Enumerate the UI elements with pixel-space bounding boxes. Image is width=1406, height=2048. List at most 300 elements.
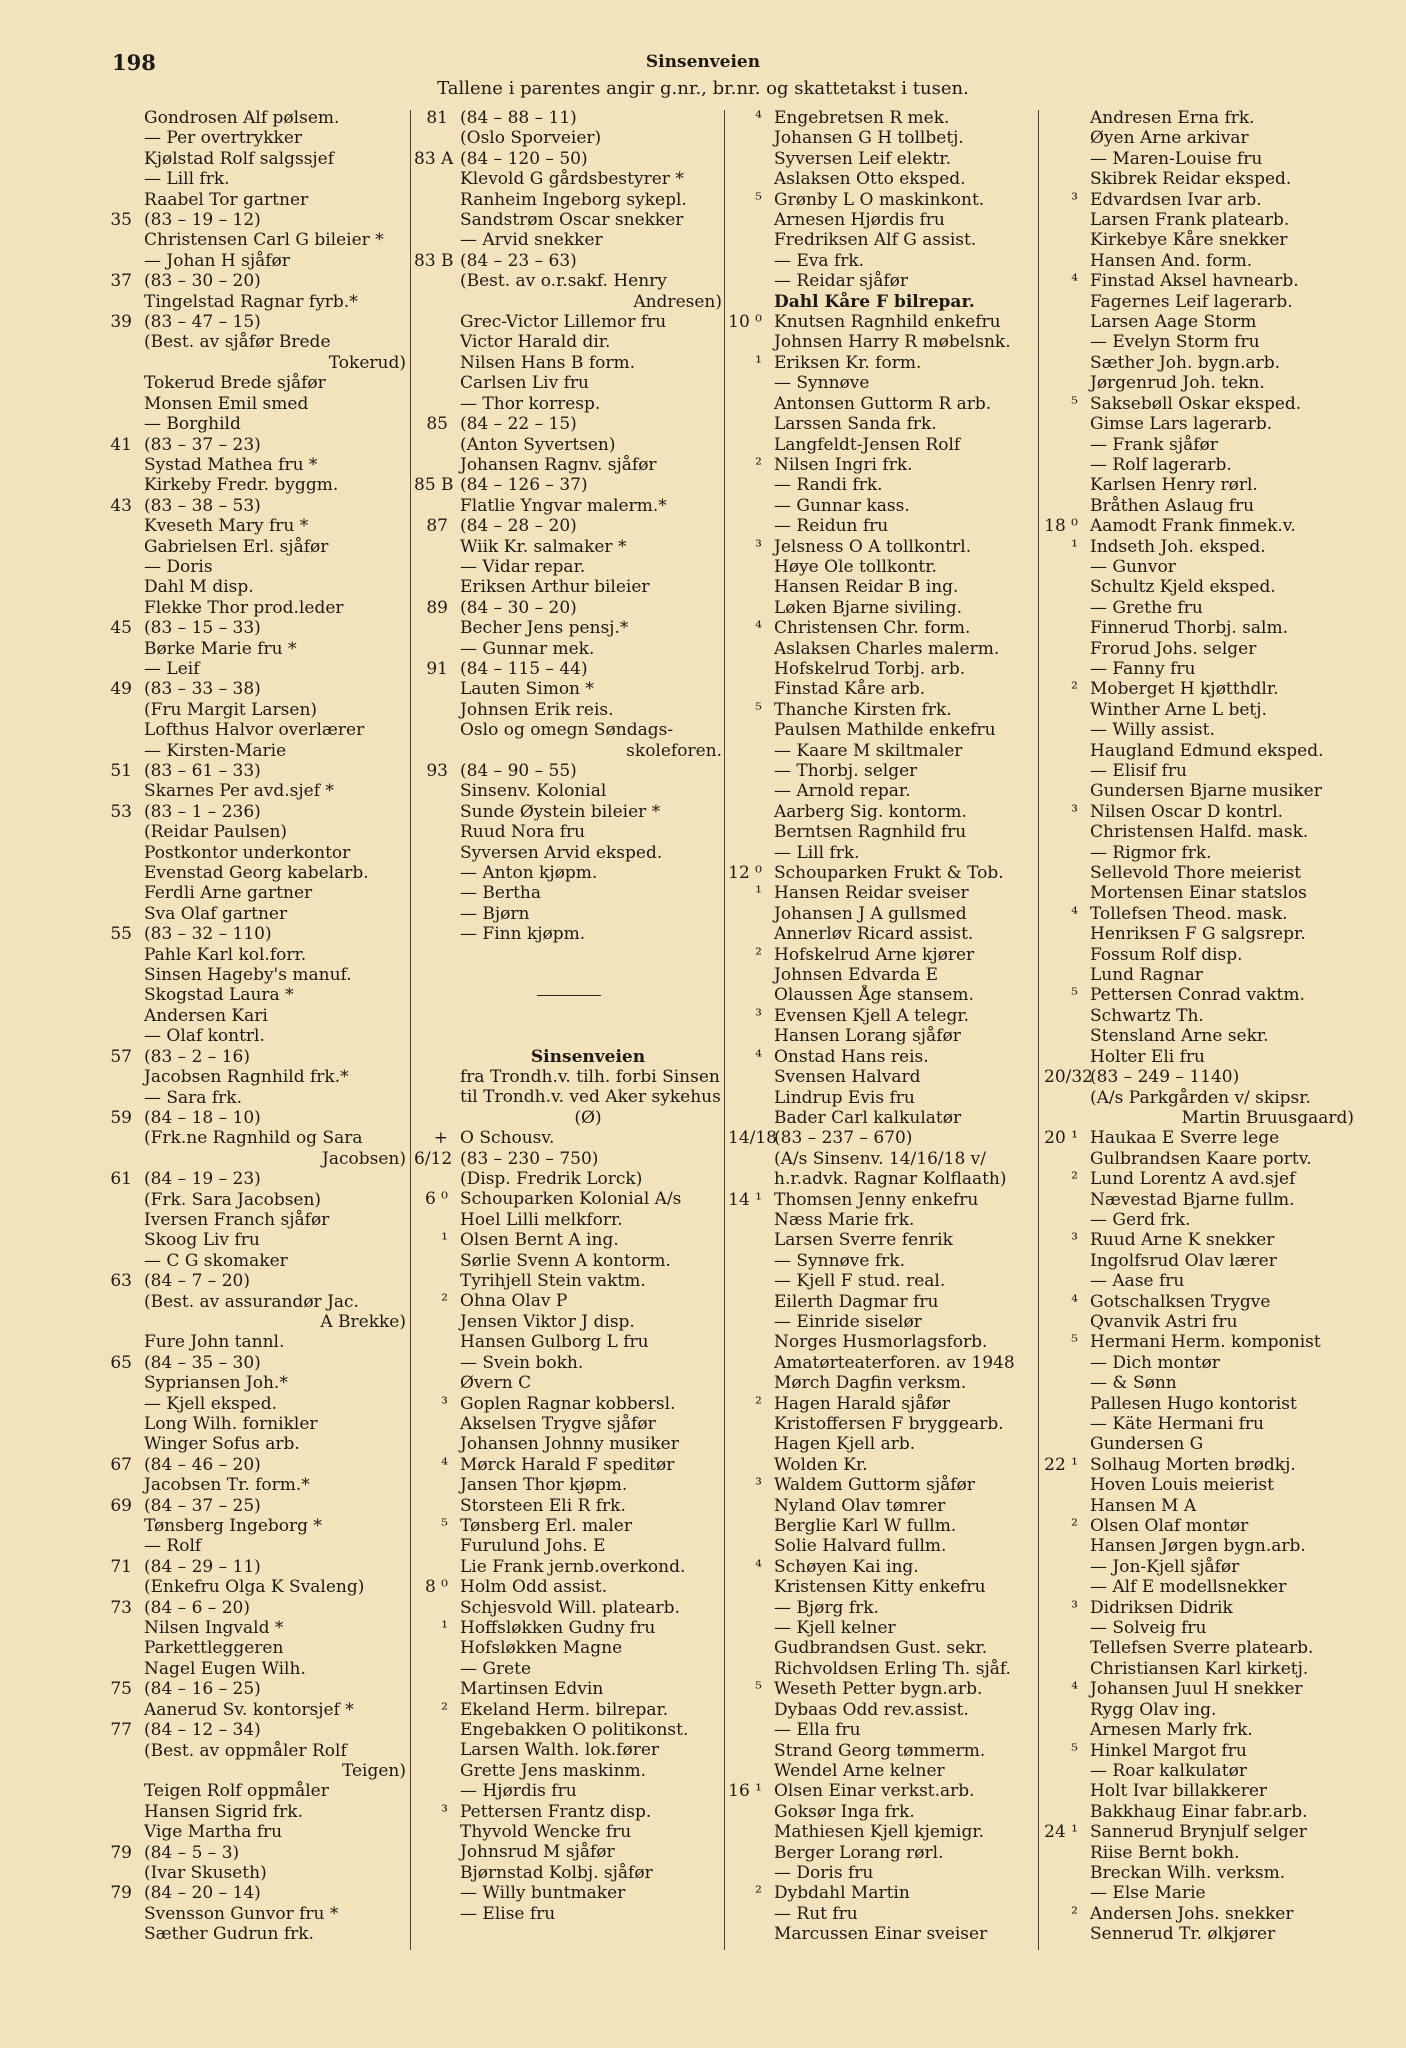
directory-entry xyxy=(414,149,724,169)
entry-text: Skarnes Per avd.sjef * xyxy=(144,781,334,802)
house-number xyxy=(728,1659,766,1679)
directory-entry xyxy=(414,720,724,740)
house-number xyxy=(728,1536,766,1556)
entry-text: Hansen Reidar B ing. xyxy=(774,577,959,598)
house-number xyxy=(414,741,452,761)
house-number xyxy=(1044,455,1082,475)
house-number: 57 xyxy=(110,1046,132,1067)
entry-text: (A/s Sinsenv. 14/16/18 v/ xyxy=(774,1148,987,1169)
entry-text: Christiansen Karl kirketj. xyxy=(1090,1658,1309,1679)
directory-entry xyxy=(414,1047,724,1067)
house-number xyxy=(728,1496,766,1516)
entry-text: Hagen Harald sjåfør xyxy=(774,1393,950,1414)
house-number: ¹ xyxy=(1071,536,1078,557)
entry-text: (83 – 37 – 23) xyxy=(144,434,261,455)
entry-text: (84 – 37 – 25) xyxy=(144,1495,261,1516)
house-number xyxy=(98,883,136,903)
house-number: 18 ⁰ xyxy=(1044,516,1078,537)
directory-entry xyxy=(728,1659,1038,1679)
house-number: 14 ¹ xyxy=(728,1189,762,1210)
directory-entry xyxy=(414,1353,724,1373)
house-number xyxy=(98,1924,136,1944)
entry-text: — C G skomaker xyxy=(144,1250,288,1271)
house-number xyxy=(414,1740,452,1760)
entry-text: Johansen G H tollbetj. xyxy=(774,128,964,149)
directory-entry xyxy=(98,1741,408,1761)
directory-entry xyxy=(414,230,724,250)
house-number xyxy=(414,1312,452,1332)
entry-text: — Kirsten-Marie xyxy=(144,740,287,761)
directory-entry xyxy=(1044,394,1356,414)
house-number xyxy=(1044,1883,1082,1903)
entry-text: (83 – 2 – 16) xyxy=(144,1046,250,1067)
entry-text: Teigen) xyxy=(341,1760,406,1781)
house-number: ² xyxy=(441,1291,448,1312)
house-number xyxy=(728,1802,766,1822)
house-number xyxy=(98,1536,136,1556)
house-number xyxy=(414,353,452,373)
entry-text: Thyvold Wencke fru xyxy=(460,1822,632,1843)
directory-entry xyxy=(728,1516,1038,1536)
house-number xyxy=(1044,414,1082,434)
house-number xyxy=(728,720,766,740)
entry-text: Sinsenv. Kolonial xyxy=(460,781,607,802)
house-number xyxy=(98,781,136,801)
directory-entry xyxy=(414,618,724,638)
entry-text: (83 – 30 – 20) xyxy=(144,271,261,292)
house-number xyxy=(1044,1088,1082,1108)
house-number: 85 B xyxy=(414,475,454,496)
directory-entry xyxy=(414,1638,724,1658)
house-number xyxy=(98,108,136,128)
directory-entry xyxy=(98,108,408,128)
entry-text: — Else Marie xyxy=(1090,1883,1206,1904)
entry-text: Mathiesen Kjell kjemigr. xyxy=(774,1822,985,1843)
directory-entry xyxy=(414,108,724,128)
house-number xyxy=(98,1741,136,1761)
directory-entry xyxy=(414,353,724,373)
house-number xyxy=(414,720,452,740)
directory-entry xyxy=(98,639,408,659)
directory-entry xyxy=(728,1149,1038,1169)
directory-entry xyxy=(98,945,408,965)
directory-entry xyxy=(414,1394,724,1414)
house-number xyxy=(1044,720,1082,740)
house-number: 69 xyxy=(110,1495,132,1516)
directory-entry xyxy=(1044,516,1356,536)
entry-text: Gabrielsen Erl. sjåfør xyxy=(144,536,329,557)
house-number xyxy=(414,822,452,842)
column-divider xyxy=(410,110,411,1950)
house-number xyxy=(728,394,766,414)
directory-entry xyxy=(1044,1475,1356,1495)
entry-text: Skoog Liv fru xyxy=(144,1230,260,1251)
house-number xyxy=(1044,1210,1082,1230)
entry-text: (84 – 7 – 20) xyxy=(144,1271,250,1292)
entry-text: Bader Carl kalkulatør xyxy=(774,1107,962,1128)
directory-entry xyxy=(728,1332,1038,1352)
house-number xyxy=(414,1414,452,1434)
entry-text: Sinsenveien xyxy=(530,1046,646,1067)
directory-entry xyxy=(728,1047,1038,1067)
directory-entry xyxy=(728,577,1038,597)
entry-text: — Gunvor xyxy=(1090,556,1176,577)
entry-text: — Fanny fru xyxy=(1090,658,1196,679)
house-number xyxy=(1044,475,1082,495)
entry-text: Jacobsen Ragnhild frk.* xyxy=(144,1067,349,1088)
house-number xyxy=(1044,1638,1082,1658)
house-number xyxy=(98,475,136,495)
house-number xyxy=(1044,1536,1082,1556)
entry-text: Nilsen Hans B form. xyxy=(460,352,635,373)
directory-entry xyxy=(414,843,724,863)
house-number xyxy=(98,455,136,475)
house-number xyxy=(1044,659,1082,679)
house-number xyxy=(98,1618,136,1638)
entry-text: O Schousv. xyxy=(460,1128,555,1149)
entry-text: Andersen Johs. snekker xyxy=(1090,1903,1294,1924)
house-number: 65 xyxy=(110,1352,132,1373)
entry-text: (Ø) xyxy=(574,1107,602,1128)
house-number xyxy=(728,1108,766,1128)
house-number xyxy=(1044,1190,1082,1210)
entry-text: (Oslo Sporveier) xyxy=(460,128,602,149)
directory-entry xyxy=(728,1190,1038,1210)
directory-entry xyxy=(98,1251,408,1271)
entry-text: Aarberg Sig. kontorm. xyxy=(774,801,967,822)
directory-entry xyxy=(414,1312,724,1332)
entry-text: — Eva frk. xyxy=(774,250,865,271)
directory-entry xyxy=(414,292,724,312)
directory-entry xyxy=(1044,700,1356,720)
house-number xyxy=(728,230,766,250)
house-number: ² xyxy=(755,1393,762,1414)
entry-text: (Best. av o.r.sakf. Henry xyxy=(460,271,667,292)
house-number: ⁵ xyxy=(755,1679,762,1700)
entry-text: Sunde Øystein bileier * xyxy=(460,801,661,822)
entry-text: Løken Bjarne siviling. xyxy=(774,597,962,618)
directory-entry xyxy=(728,557,1038,577)
house-number xyxy=(98,1230,136,1250)
entry-text: Lund Lorentz A avd.sjef xyxy=(1090,1169,1296,1190)
house-number: ² xyxy=(755,454,762,475)
entry-text: Marcussen Einar sveiser xyxy=(774,1924,988,1945)
house-number: 35 xyxy=(110,210,132,231)
entry-text: Pallesen Hugo kontorist xyxy=(1090,1393,1297,1414)
entry-text: (83 – 33 – 38) xyxy=(144,679,261,700)
directory-entry xyxy=(1044,1659,1356,1679)
directory-entry xyxy=(98,781,408,801)
entry-text: Schøyen Kai ing. xyxy=(774,1556,919,1577)
entry-text: Jacobsen Tr. form.* xyxy=(144,1475,310,1496)
entry-text: Nilsen Oscar D kontrl. xyxy=(1090,801,1284,822)
house-number xyxy=(1044,741,1082,761)
directory-entry xyxy=(728,1475,1038,1495)
entry-text: (84 – 5 – 3) xyxy=(144,1842,240,1863)
house-number xyxy=(1044,1720,1082,1740)
directory-entry xyxy=(98,1781,408,1801)
house-number: 20/32 xyxy=(1044,1067,1093,1088)
house-number: ⁵ xyxy=(441,1515,448,1536)
house-number xyxy=(414,1883,452,1903)
entry-text: Kirkeby Fredr. byggm. xyxy=(144,475,339,496)
entry-text: — Rut fru xyxy=(774,1903,858,1924)
entry-text: Raabel Tor gartner xyxy=(144,189,309,210)
directory-entry xyxy=(98,1516,408,1536)
entry-text: Aamodt Frank finmek.v. xyxy=(1090,516,1296,537)
entry-text: Hansen M A xyxy=(1090,1495,1197,1516)
directory-entry xyxy=(728,1312,1038,1332)
house-number: ² xyxy=(1071,679,1078,700)
directory-entry xyxy=(98,414,408,434)
directory-entry xyxy=(1044,108,1356,128)
directory-entry xyxy=(1044,1516,1356,1536)
entry-text: (84 – 18 – 10) xyxy=(144,1107,261,1128)
entry-text: (84 – 46 – 20) xyxy=(144,1454,261,1475)
house-number xyxy=(728,414,766,434)
directory-entry xyxy=(414,1189,724,1209)
directory-entry xyxy=(728,1067,1038,1087)
directory-entry xyxy=(1044,1047,1356,1067)
column-1 xyxy=(98,108,408,1948)
house-number xyxy=(98,598,136,618)
directory-entry xyxy=(98,1536,408,1556)
directory-entry xyxy=(728,1822,1038,1842)
house-number xyxy=(1044,924,1082,944)
entry-text: Grønby L O maskinkont. xyxy=(774,189,985,210)
entry-text: (Ivar Skuseth) xyxy=(144,1862,267,1883)
entry-text: Eriksen Arthur bileier xyxy=(460,577,650,598)
directory-entry xyxy=(1044,1067,1356,1087)
house-number xyxy=(98,1802,136,1822)
directory-entry xyxy=(1044,1108,1356,1128)
entry-text: Kirkebye Kåre snekker xyxy=(1090,230,1288,251)
house-number xyxy=(1044,1802,1082,1822)
entry-text: Jensen Viktor J disp. xyxy=(460,1311,635,1332)
entry-text: Tønsberg Ingeborg * xyxy=(144,1516,322,1537)
directory-entry xyxy=(1044,1761,1356,1781)
directory-entry xyxy=(414,1904,724,1924)
directory-entry xyxy=(414,210,724,230)
entry-text: Strand Georg tømmerm. xyxy=(774,1740,986,1761)
page-number: 198 xyxy=(112,50,156,75)
house-number: 20 ¹ xyxy=(1044,1128,1078,1149)
directory-entry xyxy=(1044,496,1356,516)
section-rule xyxy=(414,985,724,1005)
directory-entry xyxy=(414,1700,724,1720)
directory-entry xyxy=(98,1210,408,1230)
entry-text: skoleforen. xyxy=(626,740,722,761)
entry-text: — Gunnar kass. xyxy=(774,495,910,516)
entry-text: (84 – 23 – 63) xyxy=(460,250,577,271)
entry-text: Øyen Arne arkivar xyxy=(1090,128,1249,149)
house-number xyxy=(414,332,452,352)
directory-entry xyxy=(414,557,724,577)
entry-text: Edvardsen Ivar arb. xyxy=(1090,189,1262,210)
entry-text: — Arnold repar. xyxy=(774,781,911,802)
entry-text: Aslaksen Otto eksped. xyxy=(774,169,966,190)
directory-entry xyxy=(728,1353,1038,1373)
entry-text: — Käte Hermani fru xyxy=(1090,1414,1264,1434)
directory-entry xyxy=(98,904,408,924)
directory-entry xyxy=(414,679,724,699)
house-number xyxy=(98,1292,136,1312)
directory-entry xyxy=(728,781,1038,801)
house-number xyxy=(728,924,766,944)
house-number xyxy=(414,1761,452,1781)
entry-text: Hoven Louis meierist xyxy=(1090,1475,1274,1496)
entry-text: Sva Olaf gartner xyxy=(144,903,288,924)
house-number xyxy=(414,1659,452,1679)
entry-text: — Kaare M skiltmaler xyxy=(774,740,963,761)
entry-text: Sypriansen Joh.* xyxy=(144,1373,288,1394)
directory-entry xyxy=(728,169,1038,189)
entry-text: — Kjell F stud. real. xyxy=(774,1271,946,1292)
house-number: ³ xyxy=(755,1005,762,1026)
entry-text: Engebretsen R mek. xyxy=(774,108,950,128)
entry-text: — & Sønn xyxy=(1090,1373,1177,1394)
directory-entry xyxy=(728,1720,1038,1740)
entry-text: Hansen Lorang sjåfør xyxy=(774,1026,961,1047)
house-number xyxy=(1044,1577,1082,1597)
house-number: ³ xyxy=(1071,1597,1078,1618)
directory-entry xyxy=(414,1434,724,1454)
directory-entry xyxy=(414,924,724,944)
entry-text: Andresen) xyxy=(633,291,722,312)
entry-text: Carlsen Liv fru xyxy=(460,373,589,394)
entry-text: Solie Halvard fullm. xyxy=(774,1536,947,1557)
directory-entry xyxy=(1044,1292,1356,1312)
house-number xyxy=(98,557,136,577)
entry-text: Eilerth Dagmar fru xyxy=(774,1291,939,1312)
house-number xyxy=(98,1638,136,1658)
spacer xyxy=(414,945,724,965)
directory-entry xyxy=(414,1761,724,1781)
directory-entry xyxy=(414,1455,724,1475)
house-number: ³ xyxy=(755,536,762,557)
directory-entry xyxy=(1044,863,1356,883)
directory-entry xyxy=(1044,1802,1356,1822)
directory-entry xyxy=(1044,292,1356,312)
entry-text: Hofskelrud Torbj. arb. xyxy=(774,658,966,679)
entry-text: (83 – 32 – 110) xyxy=(144,924,272,945)
directory-entry xyxy=(98,1353,408,1373)
house-number xyxy=(414,210,452,230)
directory-entry xyxy=(728,720,1038,740)
entry-text: Tokerud) xyxy=(328,352,406,373)
directory-entry xyxy=(1044,1598,1356,1618)
entry-text: Stensland Arne sekr. xyxy=(1090,1026,1269,1047)
entry-text: Thomsen Jenny enkefru xyxy=(774,1189,979,1210)
entry-text: Øvern C xyxy=(460,1373,532,1394)
entry-text: — Finn kjøpm. xyxy=(460,924,586,945)
directory-entry xyxy=(1044,1088,1356,1108)
entry-text: Qvanvik Astri fru xyxy=(1090,1311,1238,1332)
entry-text: Larsen Aage Storm xyxy=(1090,312,1257,333)
entry-text: Wiik Kr. salmaker * xyxy=(460,536,627,557)
entry-text: Svensson Gunvor fru * xyxy=(144,1903,339,1924)
directory-entry xyxy=(414,251,724,271)
directory-entry xyxy=(1044,1006,1356,1026)
entry-text: Schouparken Frukt & Tob. xyxy=(774,863,1004,884)
house-number xyxy=(98,190,136,210)
house-number xyxy=(98,1332,136,1352)
house-number xyxy=(98,149,136,169)
directory-entry xyxy=(728,945,1038,965)
entry-text: Fossum Rolf disp. xyxy=(1090,944,1243,965)
house-number xyxy=(98,1659,136,1679)
directory-entry xyxy=(98,883,408,903)
house-number xyxy=(98,1026,136,1046)
house-number xyxy=(414,924,452,944)
entry-text: Onstad Hans reis. xyxy=(774,1046,929,1067)
entry-text: Klevold G gårdsbestyrer * xyxy=(460,169,684,190)
entry-text: Dahl Kåre F bilrepar. xyxy=(774,291,975,312)
directory-entry xyxy=(728,128,1038,148)
house-number: 12 ⁰ xyxy=(728,863,762,884)
house-number: 8 ⁰ xyxy=(424,1577,448,1598)
directory-entry xyxy=(98,373,408,393)
directory-entry xyxy=(98,1679,408,1699)
directory-entry xyxy=(728,1577,1038,1597)
house-number xyxy=(728,128,766,148)
directory-entry xyxy=(728,1108,1038,1128)
directory-entry xyxy=(414,1740,724,1760)
house-number xyxy=(1044,700,1082,720)
directory-entry xyxy=(1044,1496,1356,1516)
house-number xyxy=(98,394,136,414)
entry-text: Norges Husmorlagsforb. xyxy=(774,1332,988,1353)
house-number xyxy=(414,1822,452,1842)
directory-entry xyxy=(1044,781,1356,801)
house-number xyxy=(728,1577,766,1597)
entry-text: Hinkel Margot fru xyxy=(1090,1740,1247,1761)
entry-text: Grec-Victor Lillemor fru xyxy=(460,312,667,333)
house-number xyxy=(98,1904,136,1924)
directory-entry xyxy=(98,210,408,230)
entry-text: Høye Ole tollkontr. xyxy=(774,556,937,577)
directory-entry xyxy=(728,1292,1038,1312)
running-title: Sinsenveien xyxy=(645,52,761,72)
directory-entry xyxy=(728,1741,1038,1761)
entry-text: Martin Bruusgaard) xyxy=(1181,1107,1354,1128)
house-number xyxy=(98,904,136,924)
entry-text: Gondrosen Alf pølsem. xyxy=(144,108,340,128)
entry-text: Ohna Olav P xyxy=(460,1291,568,1312)
house-number: ³ xyxy=(1071,1230,1078,1251)
entry-text: (84 – 16 – 25) xyxy=(144,1679,261,1700)
directory-entry xyxy=(98,1271,408,1291)
house-number: ¹ xyxy=(755,883,762,904)
directory-entry xyxy=(1044,271,1356,291)
house-number xyxy=(98,1088,136,1108)
entry-text: Kveseth Mary fru * xyxy=(144,516,309,537)
house-number: 93 xyxy=(426,761,448,781)
entry-text: Johnsen Edvarda E xyxy=(774,965,939,986)
entry-text: Johansen Johnny musiker xyxy=(460,1434,679,1455)
house-number: 55 xyxy=(110,924,132,945)
house-number xyxy=(414,618,452,638)
entry-text: Hansen And. form. xyxy=(1090,250,1253,271)
house-number xyxy=(1044,108,1082,128)
directory-entry xyxy=(728,210,1038,230)
house-number xyxy=(98,169,136,189)
entry-text: Jelsness O A tollkontrl. xyxy=(774,536,972,557)
house-number: ³ xyxy=(1071,801,1078,822)
house-number xyxy=(414,577,452,597)
entry-text: Monsen Emil smed xyxy=(144,393,309,414)
house-number: ¹ xyxy=(441,1617,448,1638)
